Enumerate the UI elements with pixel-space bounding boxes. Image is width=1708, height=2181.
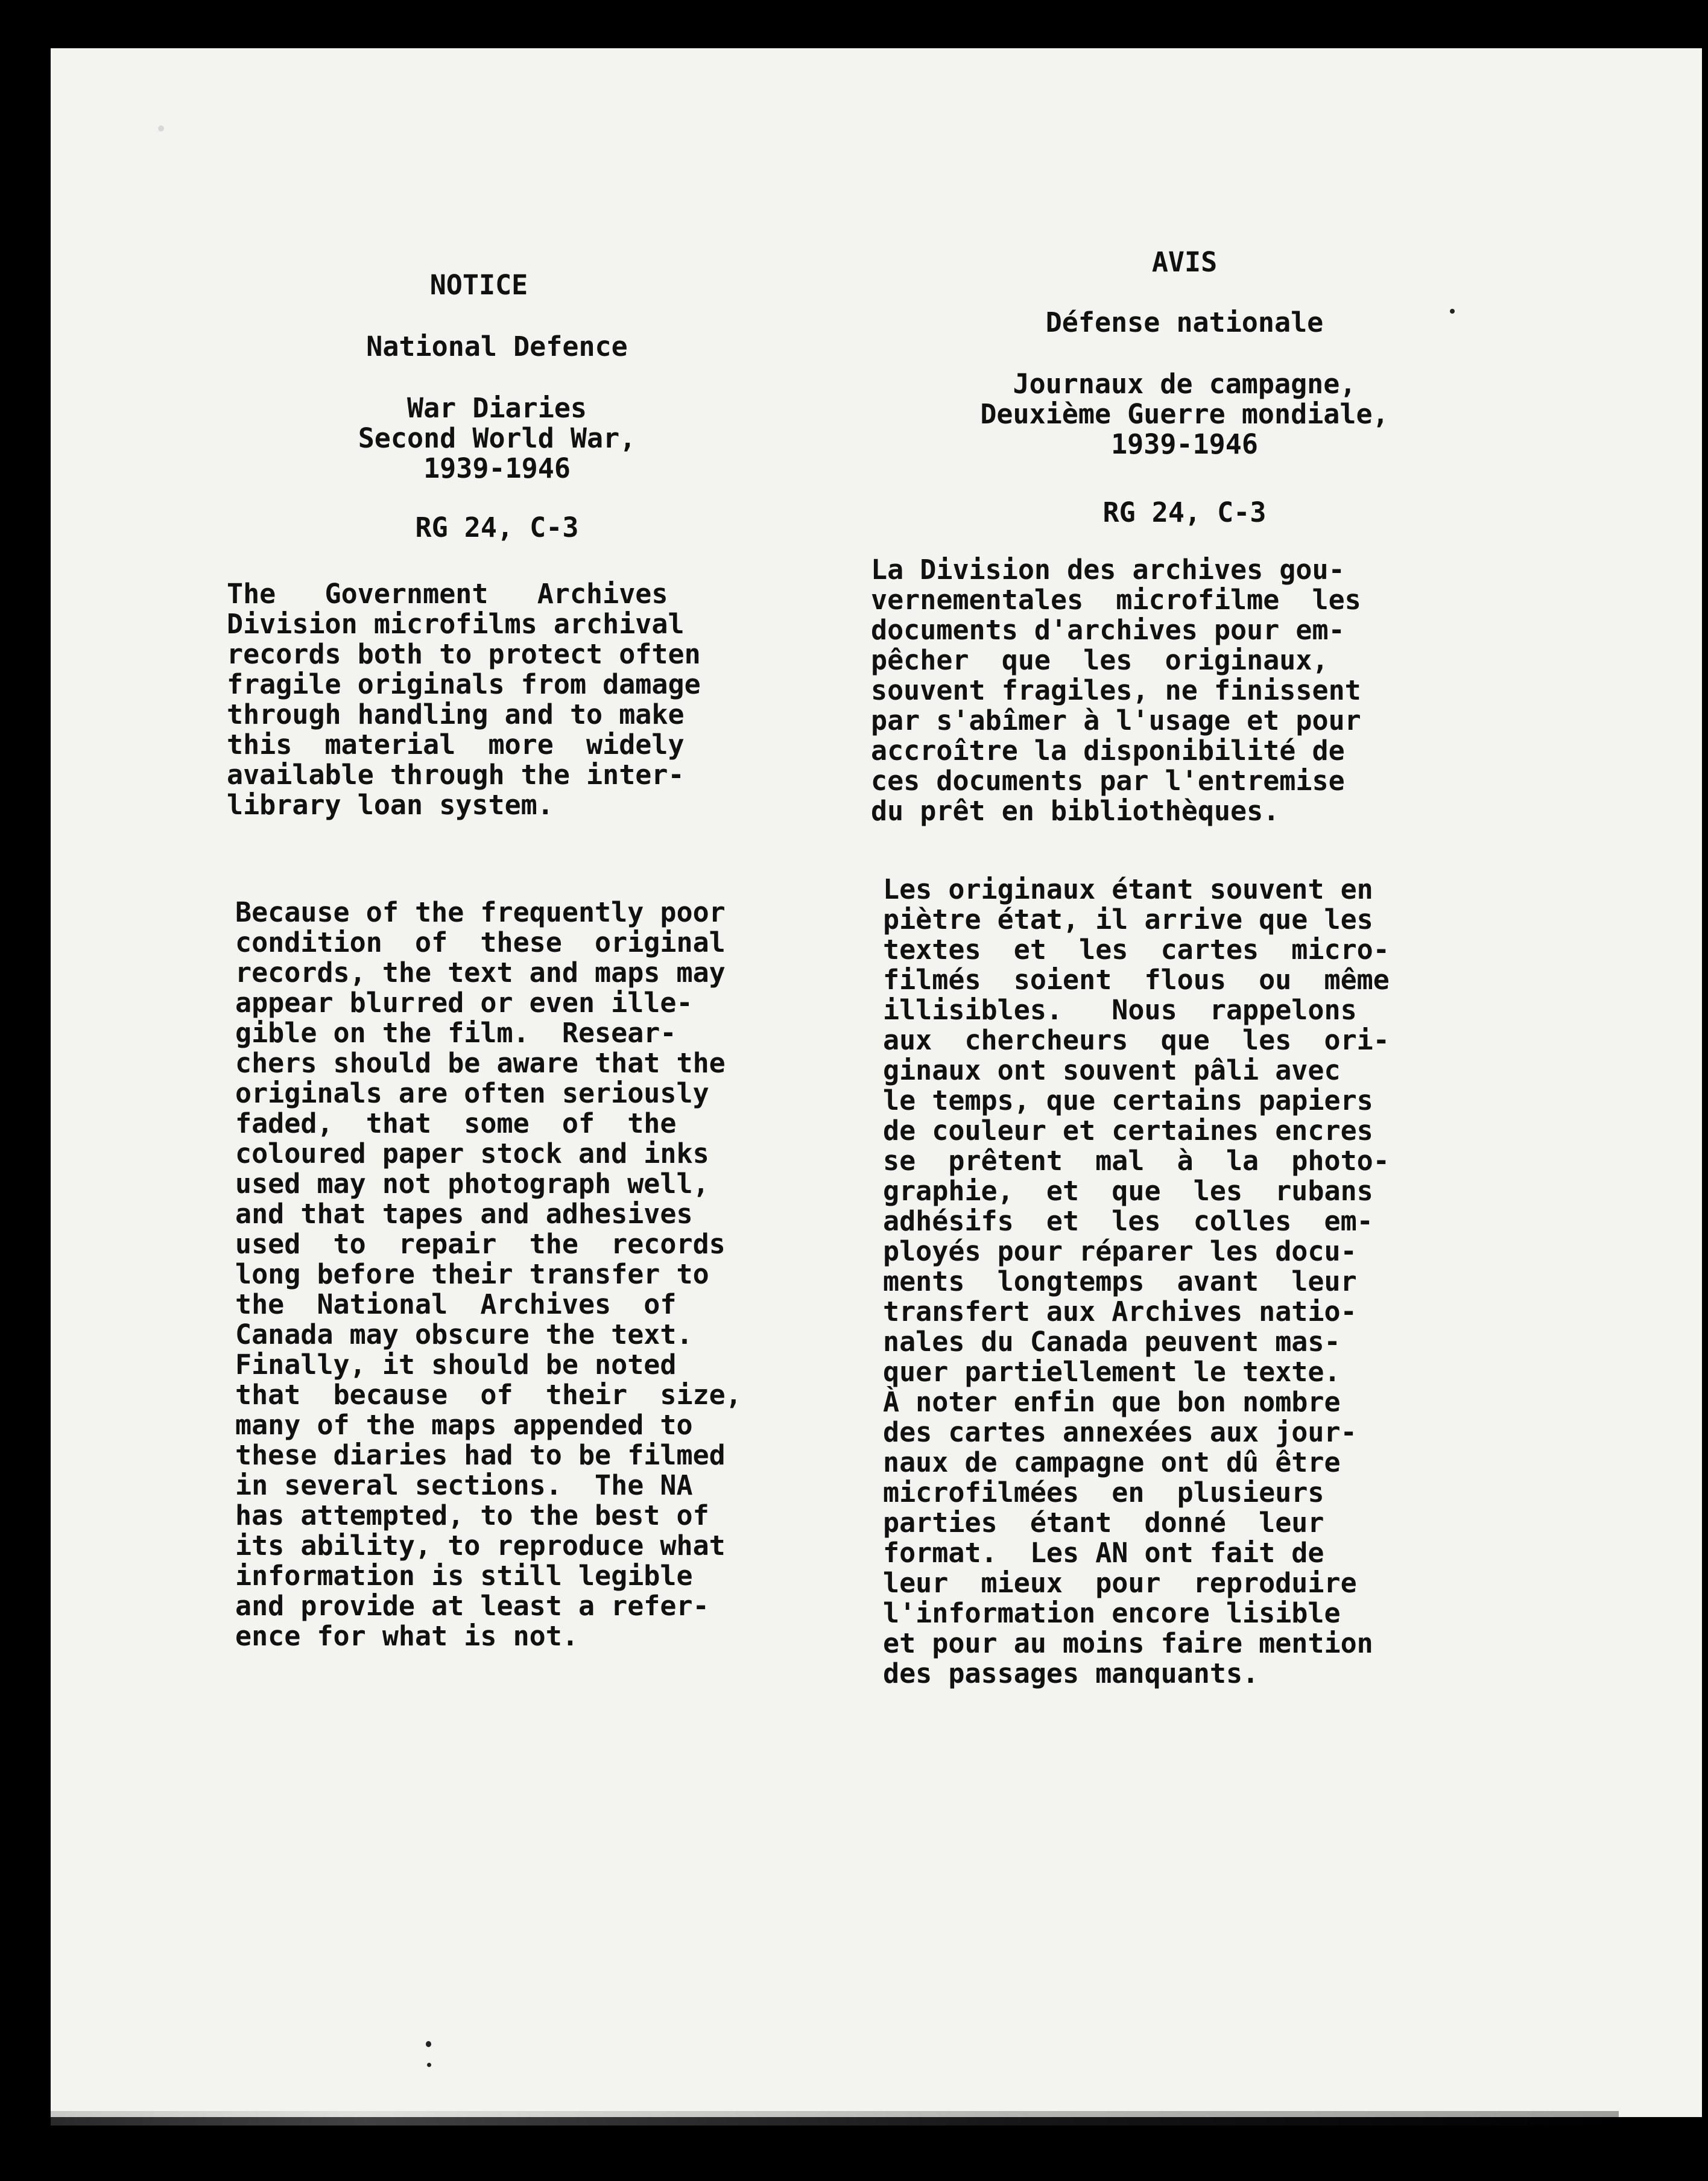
english-department: National Defence: [366, 331, 628, 362]
french-reference: RG 24, C-3: [1102, 496, 1267, 528]
french-paragraph-2: Les originaux étant souvent en piètre état, il arrive que les textes et les cartes micro- filmés soient flous ou même illisibles. Nous rappelons aux chercheurs que les ori- ginaux ont souvent pâli avec le temps, que certains papiers de couleur et certaines encres se prêtent mal à la photo- graphie, et que les rubans adhésifs et les colles em- ployés pour réparer les docu- ments longtemps avant leur transfert aux Archives natio- nales du Canada peuvent mas- quer partiellement le texte. À noter enfin que bon nombre des cartes annexées aux jour- naux de campagne ont dû être microfilmées en plusieurs parties étant donné leur format. Les AN ont fait de leur mieux pour reproduire l'information encore lisible et pour au moins faire mention des passages manquants.: [883, 873, 1390, 1689]
english-paragraph-1: The Government Archives Division microfilms archival records both to protect often fragile originals from damage through handling and to make this material more widely available through the inter- library loan system.: [227, 578, 701, 821]
french-department: Défense nationale: [1045, 306, 1324, 338]
english-reference: RG 24, C-3: [415, 511, 579, 543]
scan-speck: [1450, 309, 1455, 314]
scan-speck: [426, 2041, 431, 2047]
scan-speck: [158, 125, 164, 131]
english-title: War Diaries Second World War, 1939-1946: [358, 392, 636, 484]
english-heading: NOTICE: [429, 269, 528, 301]
page-edge-shadow: [51, 2111, 1619, 2126]
french-heading: AVIS: [1151, 246, 1218, 278]
english-paragraph-2: Because of the frequently poor condition of these original records, the text and maps may appear blurred or even ille- gible on the film. Resear- chers should be aware that the originals are often seriously faded, that some of the coloured paper stock and inks used may not photograph well, and that tapes and adhesives used to repair the records long before their transfer to the National Archives of Canada may obscure the text. Finally, it should be noted that because of their size, many of the maps appended to these diaries had to be filmed in several sections. The NA has attempted, to the best of its ability, to reproduce what information is still legible and provide at least a refer- ence for what is not.: [235, 896, 742, 1652]
french-title: Journaux de campagne, Deuxième Guerre mondiale, 1939-1946: [980, 368, 1389, 460]
document-page: [51, 48, 1702, 2117]
scan-speck: [427, 2063, 431, 2067]
french-paragraph-1: La Division des archives gou- vernementales microfilme les documents d'archives pour em- pêcher que les originaux, souvent fragiles, ne finissent par s'abîmer à l'usage et pour accroître la disponibilité de ces documents par l'entremise du prêt en bibliothèques.: [871, 554, 1361, 827]
